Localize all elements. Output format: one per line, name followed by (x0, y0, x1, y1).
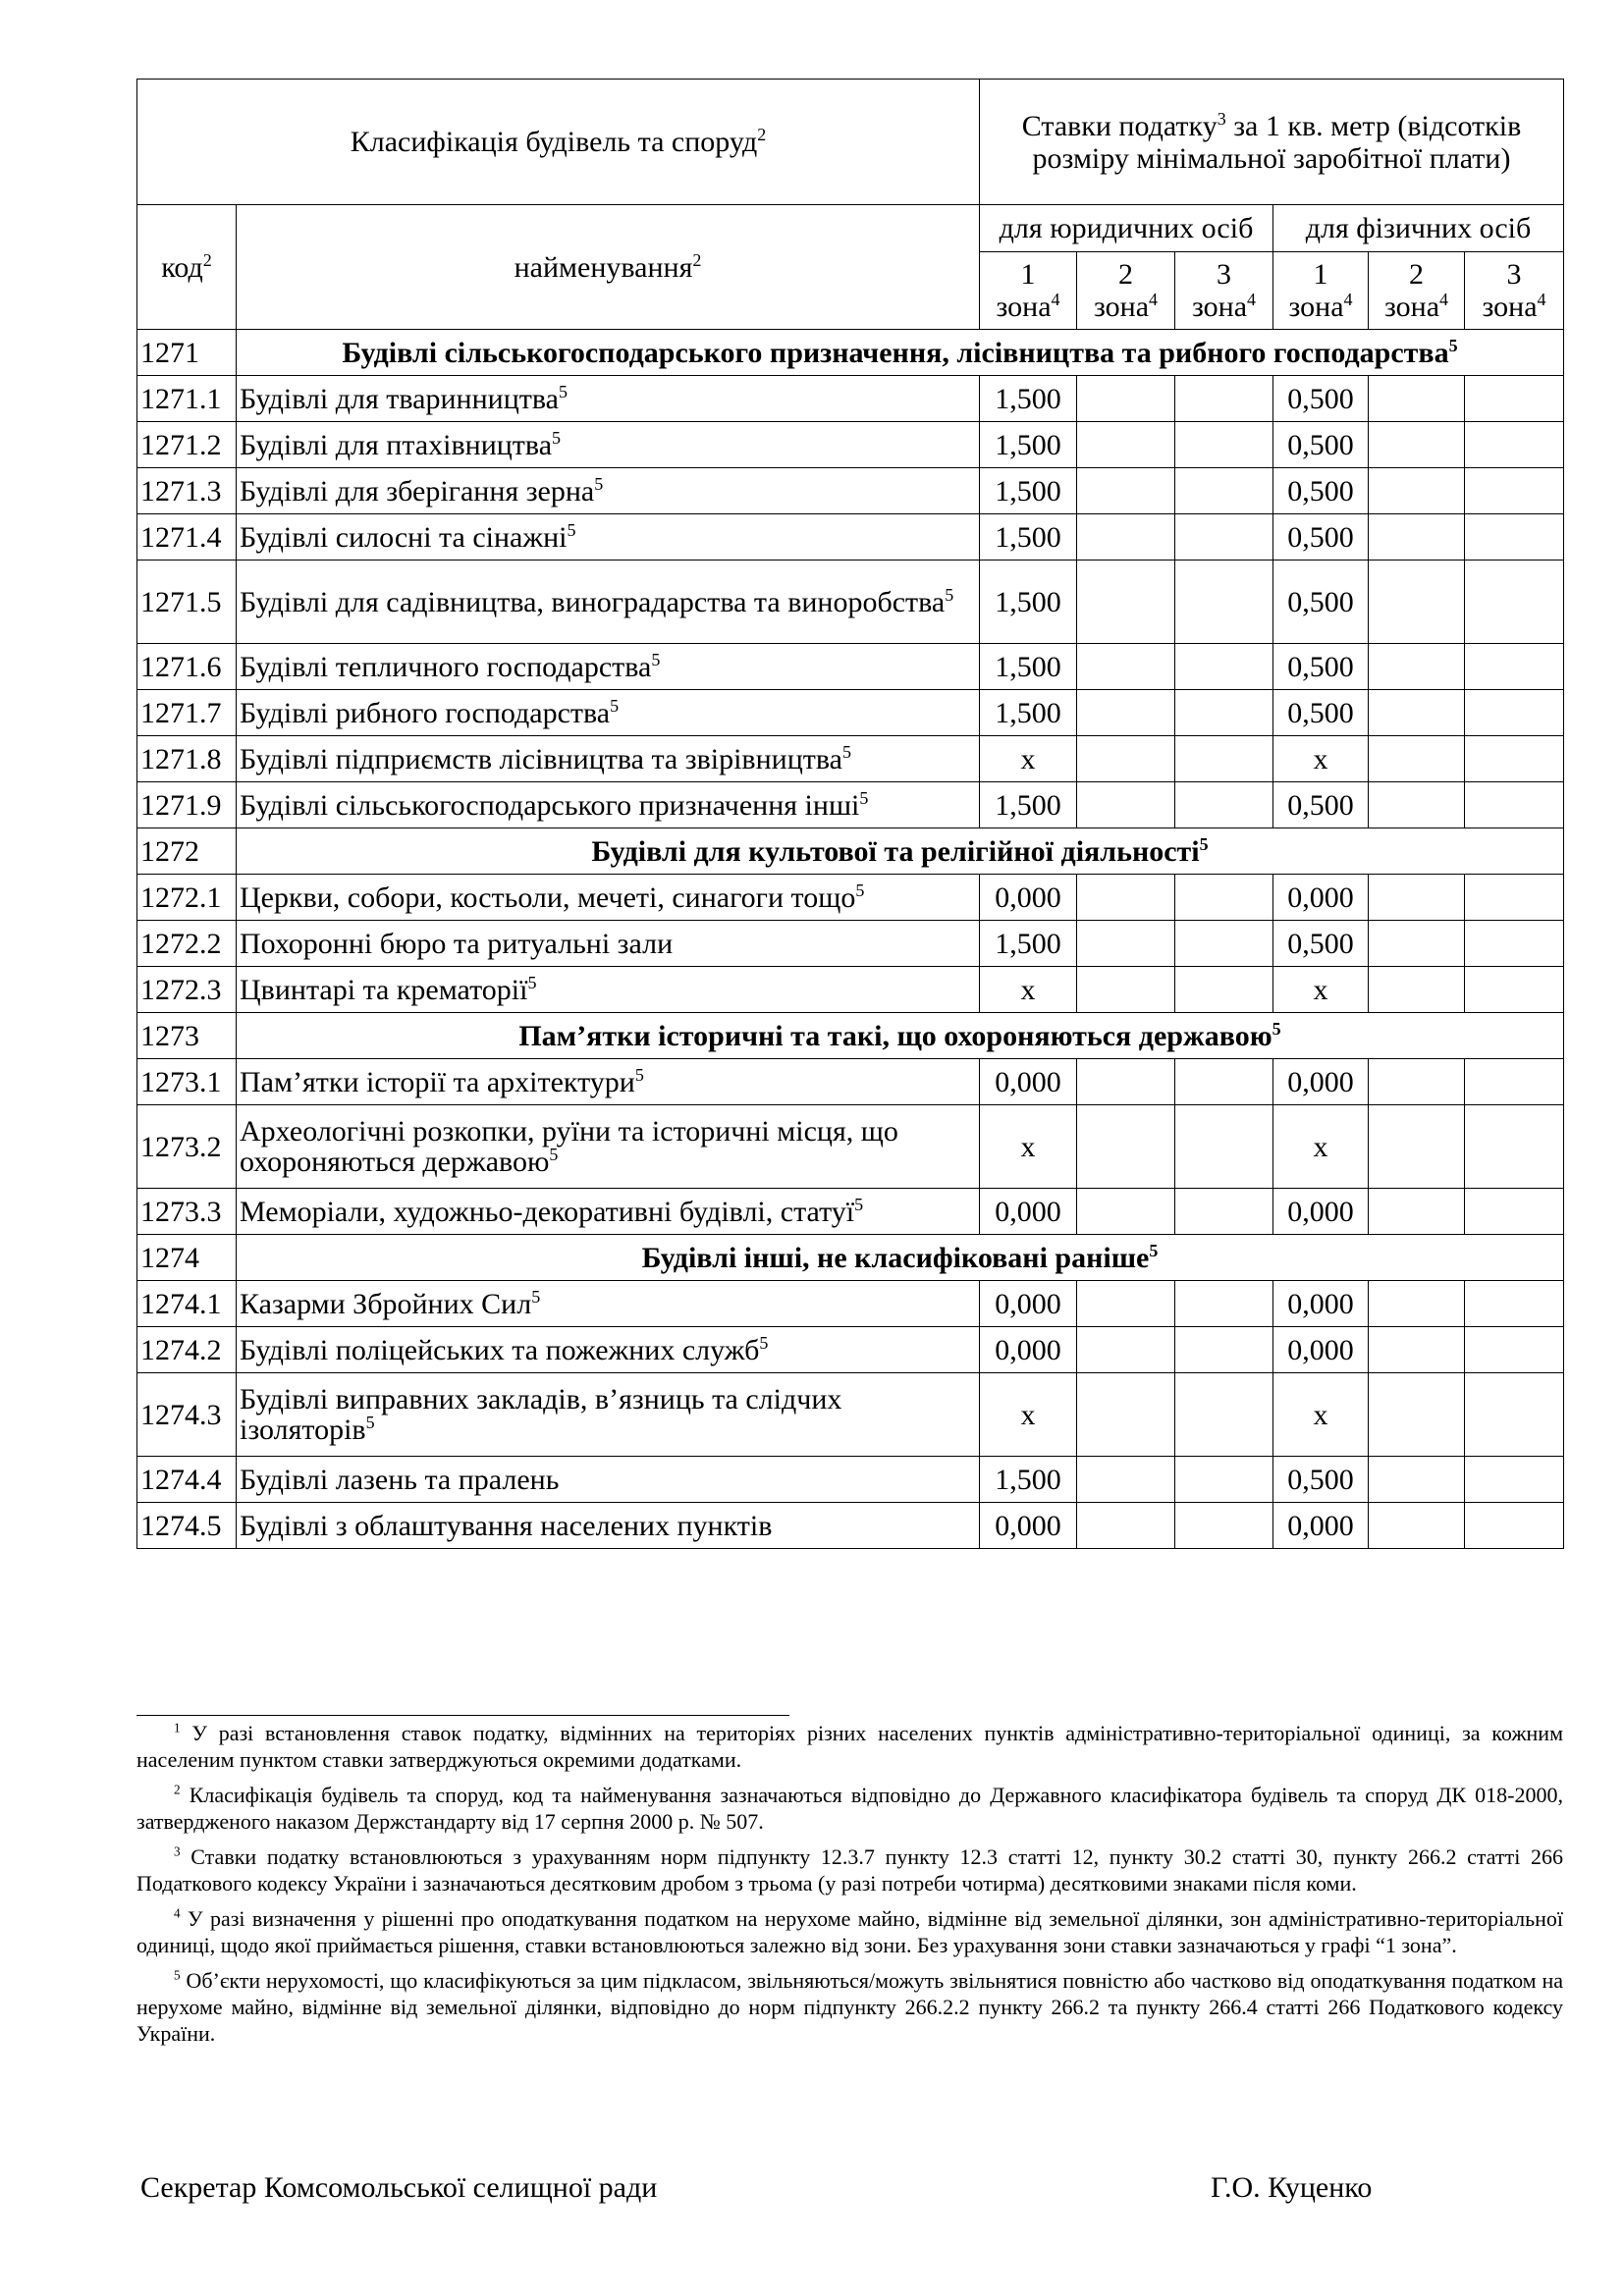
row-code: 1271.5 (137, 561, 237, 644)
group-title: Пам’ятки історичні та такі, що охороняються державою$^5$ (237, 1013, 1564, 1059)
empty-rate-cell (1465, 690, 1564, 736)
empty-rate-cell (1077, 1281, 1175, 1327)
legal-zone1-rate: х (980, 736, 1077, 782)
empty-rate-cell (1077, 875, 1175, 921)
empty-rate-cell (1077, 690, 1175, 736)
group-code: 1272 (137, 828, 237, 875)
footnote: $^1$ У разі встановлення ставок податку, відмінних на територіях різних населених пунктів адміністративно-територіальної одиниці, за кожним населеним пунктом ставки затверджуються окремими додатками. (136, 1720, 1563, 1772)
row-code: 1274.3 (137, 1373, 237, 1457)
legal-zone1-rate: 1,500 (980, 468, 1077, 514)
legal-zone1-rate: 0,000 (980, 1281, 1077, 1327)
row-name: Меморіали, художньо-декоративні будівлі, статуї$^5$ (237, 1189, 980, 1235)
empty-rate-cell (1369, 921, 1465, 967)
empty-rate-cell (1465, 1457, 1564, 1503)
row-name: Будівлі з облаштування населених пунктів (237, 1503, 980, 1549)
row-code: 1271.7 (137, 690, 237, 736)
zone-header: 3 зона$^4$ (1175, 252, 1273, 330)
row-name: Будівлі для птахівництва$^5$ (237, 422, 980, 468)
zone-header: 2 зона$^4$ (1369, 252, 1465, 330)
header-row-mid (137, 205, 1564, 252)
empty-rate-cell (1077, 1105, 1175, 1189)
table-row (137, 1281, 1564, 1327)
individual-zone1-rate: х (1273, 1105, 1369, 1189)
row-code: 1274.4 (137, 1457, 237, 1503)
empty-rate-cell (1077, 967, 1175, 1013)
legal-zone1-rate: х (980, 1373, 1077, 1457)
table-row (137, 1373, 1564, 1457)
zone-header: 1 зона$^4$ (980, 252, 1077, 330)
empty-rate-cell (1465, 921, 1564, 967)
rates-header: Ставки податку$^3$ за 1 кв. метр (відсотків розміру мінімальної заробітної плати) (980, 80, 1564, 205)
individual-zone1-rate: 0,500 (1273, 644, 1369, 690)
empty-rate-cell (1175, 376, 1273, 422)
empty-rate-cell (1175, 514, 1273, 561)
table-row (137, 1105, 1564, 1189)
group-row (137, 828, 1564, 875)
legal-zone1-rate: 1,500 (980, 561, 1077, 644)
table-row (137, 561, 1564, 644)
empty-rate-cell (1175, 875, 1273, 921)
row-code: 1271.1 (137, 376, 237, 422)
empty-rate-cell (1077, 468, 1175, 514)
empty-rate-cell (1369, 422, 1465, 468)
footnote: $^3$ Ставки податку встановлюються з урахуванням норм підпункту 12.3.7 пункту 12.3 статті 12, пункту 30.2 статті 30, пункту 266.2 статті 266 Податкового кодексу України і зазначаються десятковим дробом з трьома (у разі потреби чотирма) десятковими знаками після коми. (136, 1843, 1563, 1896)
empty-rate-cell (1175, 1189, 1273, 1235)
individual-zone1-rate: 0,000 (1273, 1059, 1369, 1105)
empty-rate-cell (1077, 736, 1175, 782)
row-name: Будівлі виправних закладів, в’язниць та слідчих ізоляторів$^5$ (237, 1373, 980, 1457)
legal-zone1-rate: 1,500 (980, 921, 1077, 967)
empty-rate-cell (1175, 967, 1273, 1013)
empty-rate-cell (1369, 1189, 1465, 1235)
empty-rate-cell (1465, 1105, 1564, 1189)
row-name: Будівлі підприємств лісівництва та звірівництва$^5$ (237, 736, 980, 782)
code-header: код$^2$ (137, 205, 237, 330)
group-code: 1271 (137, 330, 237, 376)
classification-header: Класифікація будівель та споруд$^2$ (137, 80, 980, 205)
individual-zone1-rate: х (1273, 736, 1369, 782)
name-header: найменування$^2$ (237, 205, 980, 330)
footnote: $^4$ У разі визначення у рішенні про оподаткування податком на нерухоме майно, відмінне від земельної ділянки, зон адміністративно-територіальної одиниці, щодо якої приймається рішення, ставки встановлюються залежно від зони. Без урахування зони ставки зазначаються у графі “1 зона”. (136, 1905, 1564, 1957)
individual-zone1-rate: 0,000 (1273, 1189, 1369, 1235)
signer-position: Секретар Комсомольської селищної ради (140, 2171, 658, 2204)
footnote: $^2$ Класифікація будівель та споруд, код та найменування зазначаються відповідно до Державного класифікатора будівель та споруд ДК 018-2000, затвердженого наказом Держстандарту від 17 серпня 2000 р. № 507. (136, 1782, 1563, 1834)
empty-rate-cell (1369, 1373, 1465, 1457)
row-code: 1273.2 (137, 1105, 237, 1189)
zone-header: 1 зона$^4$ (1273, 252, 1369, 330)
empty-rate-cell (1465, 967, 1564, 1013)
row-code: 1272.1 (137, 875, 237, 921)
empty-rate-cell (1369, 376, 1465, 422)
empty-rate-cell (1369, 1457, 1465, 1503)
empty-rate-cell (1077, 1457, 1175, 1503)
row-name: Будівлі поліцейських та пожежних служб$^5$ (237, 1327, 980, 1373)
row-name: Пам’ятки історії та архітектури$^5$ (237, 1059, 980, 1105)
group-row (137, 1013, 1564, 1059)
individual-zone1-rate: 0,500 (1273, 921, 1369, 967)
table-row (137, 875, 1564, 921)
empty-rate-cell (1077, 422, 1175, 468)
empty-rate-cell (1369, 561, 1465, 644)
empty-rate-cell (1369, 1059, 1465, 1105)
empty-rate-cell (1369, 1105, 1465, 1189)
individual-zone1-rate: х (1273, 967, 1369, 1013)
row-name: Церкви, собори, костьоли, мечеті, синагоги тощо$^5$ (237, 875, 980, 921)
group-title: Будівлі сільськогосподарського призначення, лісівництва та рибного господарства$^5$ (237, 330, 1564, 376)
row-name: Будівлі для тваринництва$^5$ (237, 376, 980, 422)
empty-rate-cell (1369, 1281, 1465, 1327)
row-name: Казарми Збройних Сил$^5$ (237, 1281, 980, 1327)
legal-zone1-rate: 0,000 (980, 1189, 1077, 1235)
legal-zone1-rate: 1,500 (980, 1457, 1077, 1503)
legal-zone1-rate: 1,500 (980, 782, 1077, 828)
row-code: 1271.6 (137, 644, 237, 690)
zone-header: 3 зона$^4$ (1465, 252, 1564, 330)
empty-rate-cell (1175, 1281, 1273, 1327)
empty-rate-cell (1465, 1189, 1564, 1235)
individual-zone1-rate: 0,500 (1273, 690, 1369, 736)
row-name: Цвинтарі та крематорії$^5$ (237, 967, 980, 1013)
table-row (137, 1059, 1564, 1105)
empty-rate-cell (1077, 376, 1175, 422)
empty-rate-cell (1465, 1503, 1564, 1549)
table-row (137, 1503, 1564, 1549)
row-code: 1272.2 (137, 921, 237, 967)
empty-rate-cell (1077, 1189, 1175, 1235)
empty-rate-cell (1175, 644, 1273, 690)
empty-rate-cell (1175, 1457, 1273, 1503)
row-code: 1271.3 (137, 468, 237, 514)
table-row (137, 422, 1564, 468)
empty-rate-cell (1465, 468, 1564, 514)
empty-rate-cell (1175, 422, 1273, 468)
empty-rate-cell (1465, 422, 1564, 468)
table-row (137, 468, 1564, 514)
individual-zone1-rate: 0,000 (1273, 875, 1369, 921)
legal-zone1-rate: 1,500 (980, 514, 1077, 561)
empty-rate-cell (1369, 736, 1465, 782)
table-row (137, 1457, 1564, 1503)
row-code: 1273.3 (137, 1189, 237, 1235)
row-code: 1271.4 (137, 514, 237, 561)
individual-zone1-rate: 0,000 (1273, 1503, 1369, 1549)
legal-zone1-rate: 0,000 (980, 875, 1077, 921)
empty-rate-cell (1175, 1059, 1273, 1105)
row-name: Похоронні бюро та ритуальні зали (237, 921, 980, 967)
row-name: Будівлі для зберігання зерна$^5$ (237, 468, 980, 514)
empty-rate-cell (1465, 514, 1564, 561)
empty-rate-cell (1465, 782, 1564, 828)
legal-zone1-rate: 0,000 (980, 1503, 1077, 1549)
empty-rate-cell (1369, 1503, 1465, 1549)
empty-rate-cell (1465, 736, 1564, 782)
empty-rate-cell (1077, 1059, 1175, 1105)
empty-rate-cell (1465, 1327, 1564, 1373)
row-name: Археологічні розкопки, руїни та історичні місця, що охороняються державою$^5$ (237, 1105, 980, 1189)
table-row (137, 1189, 1564, 1235)
empty-rate-cell (1175, 468, 1273, 514)
empty-rate-cell (1077, 1373, 1175, 1457)
row-code: 1271.8 (137, 736, 237, 782)
empty-rate-cell (1175, 1105, 1273, 1189)
empty-rate-cell (1369, 468, 1465, 514)
footnote: $^5$ Об’єкти нерухомості, що класифікуються за цим підкласом, звільняються/можуть звільнятися повністю або частково від оподаткування податком на нерухоме майно, відмінне від земельної ділянки, відповідно до норм підпункту 266.2.2 пункту 266.2 та пункту 266.4 статті 266 Податкового кодексу України. (136, 1967, 1563, 2046)
individual-zone1-rate: 0,500 (1273, 468, 1369, 514)
empty-rate-cell (1369, 1327, 1465, 1373)
group-code: 1274 (137, 1235, 237, 1281)
table-row (137, 921, 1564, 967)
row-name: Будівлі рибного господарства$^5$ (237, 690, 980, 736)
row-name: Будівлі силосні та сінажні$^5$ (237, 514, 980, 561)
row-code: 1271.9 (137, 782, 237, 828)
empty-rate-cell (1077, 782, 1175, 828)
table-row (137, 514, 1564, 561)
empty-rate-cell (1369, 644, 1465, 690)
individual-zone1-rate: 0,000 (1273, 1281, 1369, 1327)
empty-rate-cell (1175, 921, 1273, 967)
row-name: Будівлі тепличного господарства$^5$ (237, 644, 980, 690)
empty-rate-cell (1465, 1281, 1564, 1327)
empty-rate-cell (1077, 644, 1175, 690)
legal-zone1-rate: 0,000 (980, 1059, 1077, 1105)
table-row (137, 644, 1564, 690)
empty-rate-cell (1175, 782, 1273, 828)
row-code: 1274.1 (137, 1281, 237, 1327)
legal-zone1-rate: 1,500 (980, 422, 1077, 468)
empty-rate-cell (1077, 1327, 1175, 1373)
row-code: 1272.3 (137, 967, 237, 1013)
individual-zone1-rate: 0,500 (1273, 1457, 1369, 1503)
row-code: 1274.5 (137, 1503, 237, 1549)
zone-header: 2 зона$^4$ (1077, 252, 1175, 330)
empty-rate-cell (1465, 1059, 1564, 1105)
empty-rate-cell (1077, 514, 1175, 561)
row-code: 1274.2 (137, 1327, 237, 1373)
table-row (137, 376, 1564, 422)
group-row (137, 1235, 1564, 1281)
individual-zone1-rate: 0,500 (1273, 782, 1369, 828)
empty-rate-cell (1077, 1503, 1175, 1549)
empty-rate-cell (1369, 690, 1465, 736)
empty-rate-cell (1465, 561, 1564, 644)
legal-zone1-rate: 1,500 (980, 376, 1077, 422)
individuals-header: для фізичних осіб (1273, 205, 1564, 252)
table-row (137, 967, 1564, 1013)
row-name: Будівлі сільськогосподарського призначення інші$^5$ (237, 782, 980, 828)
footnote-separator (136, 1715, 789, 1716)
legal-zone1-rate: 1,500 (980, 690, 1077, 736)
empty-rate-cell (1369, 967, 1465, 1013)
row-name: Будівлі для садівництва, виноградарства та виноробства$^5$ (237, 561, 980, 644)
empty-rate-cell (1465, 875, 1564, 921)
legal-zone1-rate: 0,000 (980, 1327, 1077, 1373)
empty-rate-cell (1175, 1373, 1273, 1457)
individual-zone1-rate: х (1273, 1373, 1369, 1457)
empty-rate-cell (1175, 1503, 1273, 1549)
legal-entities-header: для юридичних осіб (980, 205, 1273, 252)
legal-zone1-rate: 1,500 (980, 644, 1077, 690)
individual-zone1-rate: 0,500 (1273, 376, 1369, 422)
individual-zone1-rate: 0,500 (1273, 422, 1369, 468)
signer-name: Г.О. Куценко (1211, 2171, 1373, 2204)
table-row (137, 690, 1564, 736)
legal-zone1-rate: х (980, 1105, 1077, 1189)
empty-rate-cell (1175, 736, 1273, 782)
header-row-top (137, 80, 1564, 205)
table-row (137, 1327, 1564, 1373)
empty-rate-cell (1077, 561, 1175, 644)
empty-rate-cell (1175, 690, 1273, 736)
empty-rate-cell (1465, 1373, 1564, 1457)
empty-rate-cell (1077, 921, 1175, 967)
empty-rate-cell (1175, 1327, 1273, 1373)
empty-rate-cell (1369, 514, 1465, 561)
row-name: Будівлі лазень та пралень (237, 1457, 980, 1503)
table-row (137, 736, 1564, 782)
group-row (137, 330, 1564, 376)
group-title: Будівлі інші, не класифіковані раніше$^5$ (237, 1235, 1564, 1281)
group-code: 1273 (137, 1013, 237, 1059)
row-code: 1271.2 (137, 422, 237, 468)
individual-zone1-rate: 0,000 (1273, 1327, 1369, 1373)
group-title: Будівлі для культової та релігійної діяльності$^5$ (237, 828, 1564, 875)
empty-rate-cell (1369, 875, 1465, 921)
empty-rate-cell (1175, 561, 1273, 644)
legal-zone1-rate: х (980, 967, 1077, 1013)
empty-rate-cell (1369, 782, 1465, 828)
footnotes (136, 1720, 1563, 2056)
empty-rate-cell (1465, 644, 1564, 690)
empty-rate-cell (1465, 376, 1564, 422)
individual-zone1-rate: 0,500 (1273, 514, 1369, 561)
table-row (137, 782, 1564, 828)
individual-zone1-rate: 0,500 (1273, 561, 1369, 644)
row-code: 1273.1 (137, 1059, 237, 1105)
tax-rates-table (136, 79, 1564, 1549)
